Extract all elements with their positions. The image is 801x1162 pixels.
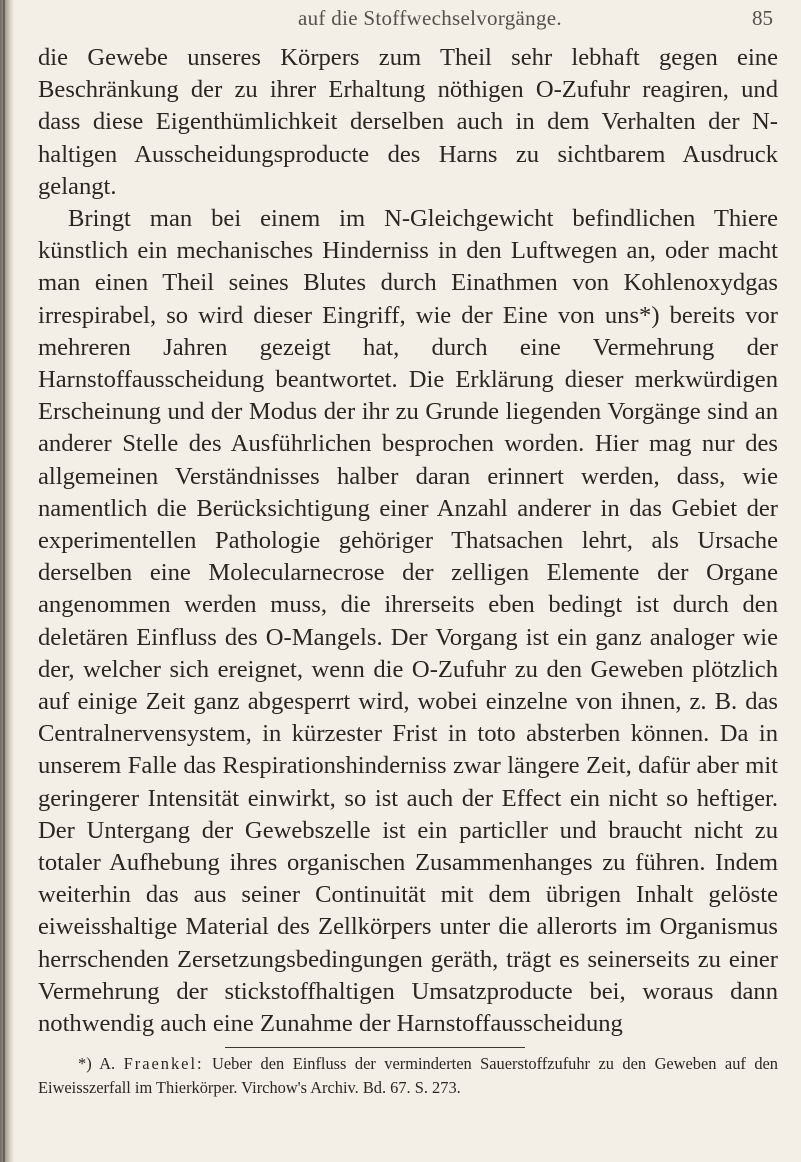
page-number: 85: [752, 6, 773, 30]
footnote-paragraph: [38, 1052, 778, 1100]
paragraph-1: die Gewebe unseres Körpers zum Theil sehr lebhaft gegen eine Beschränkung der zu ihrer Erhaltung nöthigen O-Zufuhr reagiren, und dass diese Eigenthümlichkeit derselben auch in dem Verhalten der N-haltigen Ausscheidungsproducte des Harns zu sichtbarem Ausdruck gelangt.: [38, 44, 778, 200]
book-binding-edge: [0, 0, 14, 1162]
footnote-divider: [225, 1047, 525, 1048]
footnote-text: Ueber den Einfluss der verminderten Sauerstoffzufuhr zu den Geweben auf den Eiweisszerfall im Thierkörper. Virchow's Archiv. Bd. 67. S. 273.: [38, 1054, 779, 1097]
footnote: [38, 1052, 778, 1100]
page-header: [0, 6, 801, 32]
running-head: auf die Stoffwechselvorgänge.: [298, 6, 562, 30]
body-text: [38, 42, 778, 1040]
footnote-marker: *) A.: [78, 1054, 116, 1073]
footnote-author: Fraenkel:: [123, 1054, 204, 1073]
paragraph-2: Bringt man bei einem im N-Gleichgewicht befindlichen Thiere künstlich ein mechanisches Hinderniss in den Luftwegen an, oder macht man einen Theil seines Blutes durch Einathmen von Kohlenoxydgas irrespirabel, so wird dieser Eingriff, wie der Eine von uns*) bereits vor mehreren Jahren gezeigt hat, durch eine Vermehrung der Harnstoffausscheidung beantwortet. Die Erklärung dieser merkwürdigen Erscheinung und der Modus der ihr zu Grunde liegenden Vorgänge sind an anderer Stelle des Ausführlichen besprochen worden. Hier mag nur des allgemeinen Verständnisses halber daran erinnert werden, dass, wie namentlich die Berücksichtigung einer Anzahl anderer in das Gebiet der experimentellen Pathologie gehöriger Thatsachen lehrt, als Ursache derselben eine Molecularnecrose der zelligen Elemente der Organe angenommen werden muss, die ihrerseits eben bedingt ist durch den deletären Einfluss des O-Mangels. Der Vorgang ist ein ganz analoger wie der, welcher sich ereignet, wenn die O-Zufuhr zu den Geweben plötzlich auf einige Zeit ganz abgesperrt wird, wobei einzelne von ihnen, z. B. das Centralnervensystem, in kürzester Frist in toto absterben können. Da in unserem Falle das Respirationshinderniss zwar längere Zeit, dafür aber mit geringerer Intensität einwirkt, so ist auch der Effect ein nicht so heftiger. Der Untergang der Gewebszelle ist ein particller und braucht nicht zu totaler Aufhebung ihres organischen Zusammenhanges zu führen. Indem weiterhin das aus seiner Continuität mit dem übrigen Inhalt gelöste eiweisshaltige Material des Zellkörpers unter die allerorts im Organismus herrschenden Zersetzungsbedingungen geräth, trägt es seinerseits zu einer Vermehrung der stickstoffhaltigen Umsatzproducte bei, woraus dann nothwendig auch eine Zunahme der Harnstoffausscheidung: [38, 205, 778, 1038]
